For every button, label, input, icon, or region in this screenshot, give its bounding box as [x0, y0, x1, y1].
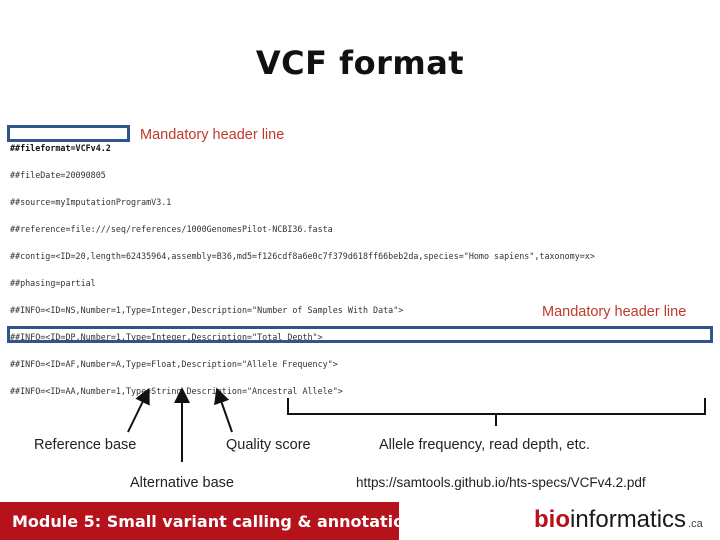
- vcf-meta-line: ##reference=file:///seq/references/1000GenomesPilot-NCBI36.fasta: [10, 225, 333, 234]
- brand-bio: bio: [534, 506, 570, 533]
- vcf-meta-line: ##fileformat=VCFv4.2: [10, 144, 111, 153]
- reference-base-arrow: [128, 395, 146, 432]
- allele-info-label: Allele frequency, read depth, etc.: [379, 437, 590, 453]
- vcf-meta-line: ##contig=<ID=20,length=62435964,assembly=B36,md5=f126cdf8a6e0c7f379d618ff66beb2da,species="Homo sapiens",taxonomy=x>: [10, 252, 595, 261]
- brand-rest: informatics: [570, 506, 687, 533]
- slide-title: VCF format: [255, 44, 465, 82]
- quality-score-arrow: [219, 395, 232, 432]
- vcf-meta-line: ##INFO=<ID=AF,Number=A,Type=Float,Description="Allele Frequency">: [10, 360, 338, 369]
- module-title: Module 5: Small variant calling & annotation: [12, 512, 416, 531]
- alternative-base-label: Alternative base: [130, 475, 234, 491]
- vcf-meta-line: ##source=myImputationProgramV3.1: [10, 198, 172, 207]
- reference-base-label: Reference base: [34, 437, 137, 453]
- vcf-meta-line: ##phasing=partial: [10, 279, 96, 288]
- vcf-meta-line: ##INFO=<ID=DP,Number=1,Type=Integer,Description="Total Depth">: [10, 333, 323, 342]
- mandatory-header-label-columns: Mandatory header line: [542, 304, 687, 320]
- quality-score-label: Quality score: [226, 437, 311, 453]
- vcf-meta-line: ##fileDate=20090805: [10, 171, 106, 180]
- vcf-meta-line: ##INFO=<ID=NS,Number=1,Type=Integer,Description="Number of Samples With Data">: [10, 306, 404, 315]
- vcf-meta-line: ##INFO=<ID=AA,Number=1,Type=String,Description="Ancestral Allele">: [10, 387, 343, 396]
- spec-url-link[interactable]: https://samtools.github.io/hts-specs/VCFv4.2.pdf: [356, 475, 646, 490]
- mandatory-header-label-top: Mandatory header line: [140, 127, 285, 143]
- brand-suffix: .ca: [688, 518, 703, 530]
- bioinformatics-logo: [534, 506, 703, 534]
- info-bracket: [288, 398, 705, 414]
